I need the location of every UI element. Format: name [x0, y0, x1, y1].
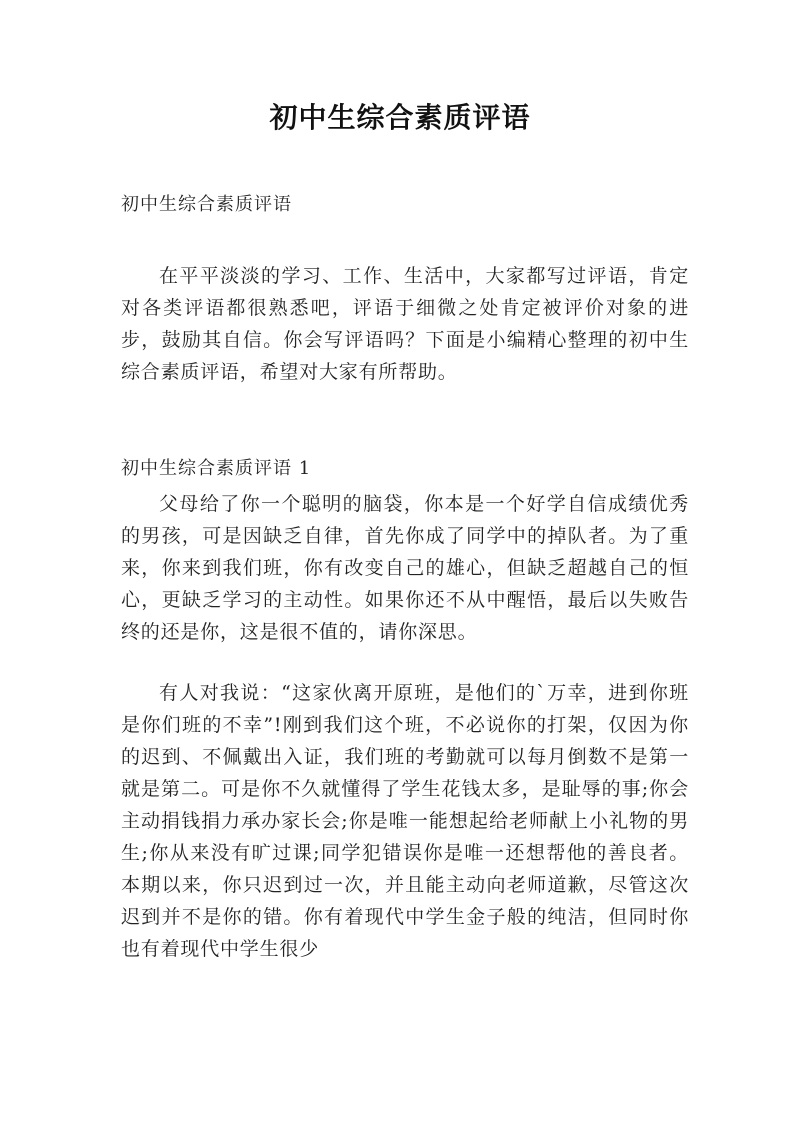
section-heading: 初中生综合素质评语 1 [121, 458, 312, 479]
document-title: 初中生综合素质评语 [269, 101, 531, 134]
intro-paragraph: 在平平淡淡的学习、工作、生活中，大家都写过评语，肯定对各类评语都很熟悉吧，评语于细微之处肯定被评价对象的进步，鼓励其自信。你会写评语吗？下面是小编精心整理的初中生综合素质评语，希望对大家有所帮助。 [121, 265, 689, 383]
body-paragraph: 有人对我说：“这家伙离开原班，是他们的`万幸，进到你班是你们班的不幸”!刚到我们这个班，不必说你的打架，仅因为你的迟到、不佩戴出入证，我们班的考勤就可以每月倒数不是第一就是第二。可是你不久就懂得了学生花钱太多，是耻辱的事;你会主动捐钱捐力承办家长会;你是唯一能想起给老师献上小礼物的男生;你从来没有旷过课;同学犯错误你是唯一还想帮他的善良者。本期以来，你只迟到过一次，并且能主动向老师道歉，尽管这次迟到并不是你的错。你有着现代中学生金子般的纯洁，但同时你也有着现代中学生很少 [121, 682, 689, 960]
body-paragraph: 父母给了你一个聪明的脑袋，你本是一个好学自信成绩优秀的男孩，可是因缺乏自律，首先你成了同学中的掉队者。为了重来，你来到我们班，你有改变自己的雄心，但缺乏超越自己的恒心，更缺乏学习的主动性。如果你还不从中醒悟，最后以失败告终的还是你，这是很不值的，请你深思。 [121, 493, 689, 643]
document-subtitle: 初中生综合素质评语 [121, 194, 292, 215]
